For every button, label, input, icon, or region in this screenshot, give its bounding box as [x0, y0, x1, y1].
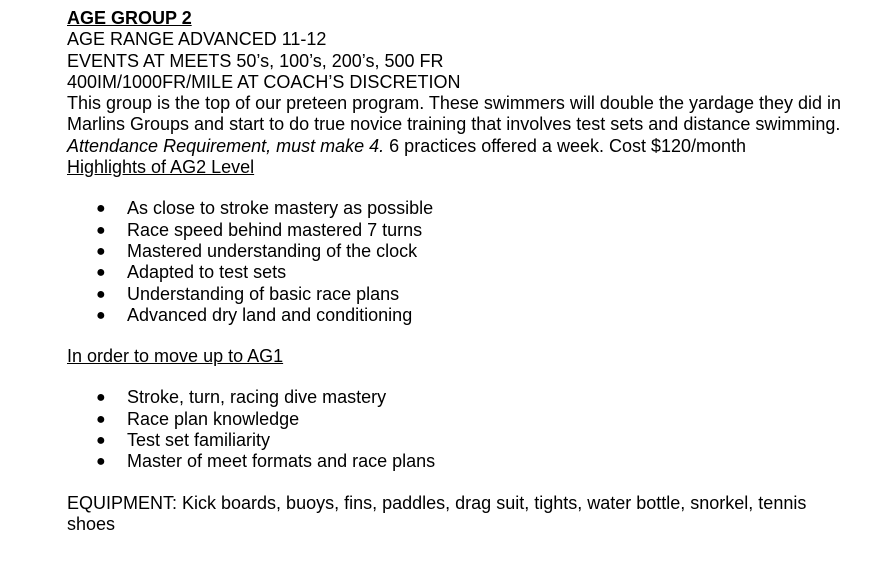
- attendance-requirement: Attendance Requirement, must make 4.: [67, 135, 385, 156]
- list-item-text: Stroke, turn, racing dive mastery: [127, 387, 387, 408]
- list-item: [67, 430, 857, 451]
- bullet-icon: ●: [96, 389, 106, 407]
- list-item: [67, 262, 857, 283]
- highlights-title: Highlights of AG2 Level: [67, 157, 255, 178]
- list-item-text: Race speed behind mastered 7 turns: [127, 219, 423, 240]
- group-heading: AGE GROUP 2: [67, 8, 192, 28]
- list-item-text: As close to stroke mastery as possible: [127, 198, 434, 219]
- bullet-icon: ●: [96, 306, 106, 324]
- list-item-text: Mastered understanding of the clock: [127, 240, 418, 261]
- events-line: EVENTS AT MEETS 50’s, 100’s, 200’s, 500 FR: [67, 50, 444, 71]
- bullet-icon: ●: [96, 453, 106, 471]
- list-item: [67, 220, 857, 241]
- bullet-icon: ●: [96, 410, 106, 428]
- bullet-icon: ●: [96, 432, 106, 450]
- list-item-text: Test set familiarity: [127, 430, 271, 451]
- spacer: [67, 326, 857, 346]
- bullet-icon: ●: [96, 200, 106, 218]
- list-item: [67, 284, 857, 305]
- bullet-icon: ●: [96, 221, 106, 239]
- list-item-text: Race plan knowledge: [127, 408, 300, 429]
- highlights-list: [67, 198, 857, 326]
- list-item: [67, 305, 857, 326]
- discretion-line: 400IM/1000FR/MILE AT COACH’S DISCRETION: [67, 71, 461, 92]
- equipment-line: EQUIPMENT: Kick boards, buoys, fins, paddles, drag suit, tights, water bottle, snorkel, tennis shoes: [67, 492, 807, 534]
- age-range-line: AGE RANGE ADVANCED 11-12: [67, 29, 327, 50]
- move-up-list: [67, 387, 857, 472]
- list-item: [67, 387, 857, 408]
- attendance-line: [67, 136, 857, 157]
- bullet-icon: ●: [96, 242, 106, 260]
- list-item-text: Advanced dry land and conditioning: [127, 304, 413, 325]
- list-item: [67, 409, 857, 430]
- attendance-details: 6 practices offered a week. Cost $120/month: [384, 135, 747, 156]
- list-item-text: Master of meet formats and race plans: [127, 451, 436, 472]
- list-item: [67, 451, 857, 472]
- move-up-title: In order to move up to AG1: [67, 346, 284, 367]
- list-item-text: Adapted to test sets: [127, 262, 287, 283]
- spacer: [67, 473, 857, 493]
- list-item: [67, 241, 857, 262]
- bullet-icon: ●: [96, 264, 106, 282]
- bullet-icon: ●: [96, 285, 106, 303]
- spacer: [67, 367, 857, 387]
- list-item: [67, 198, 857, 219]
- list-item-text: Understanding of basic race plans: [127, 283, 400, 304]
- spacer: [67, 178, 857, 198]
- group-description: This group is the top of our preteen program. These swimmers will double the yardage they did in Marlins Groups and start to do true novice training that involves test sets and distance swimming.: [67, 93, 842, 135]
